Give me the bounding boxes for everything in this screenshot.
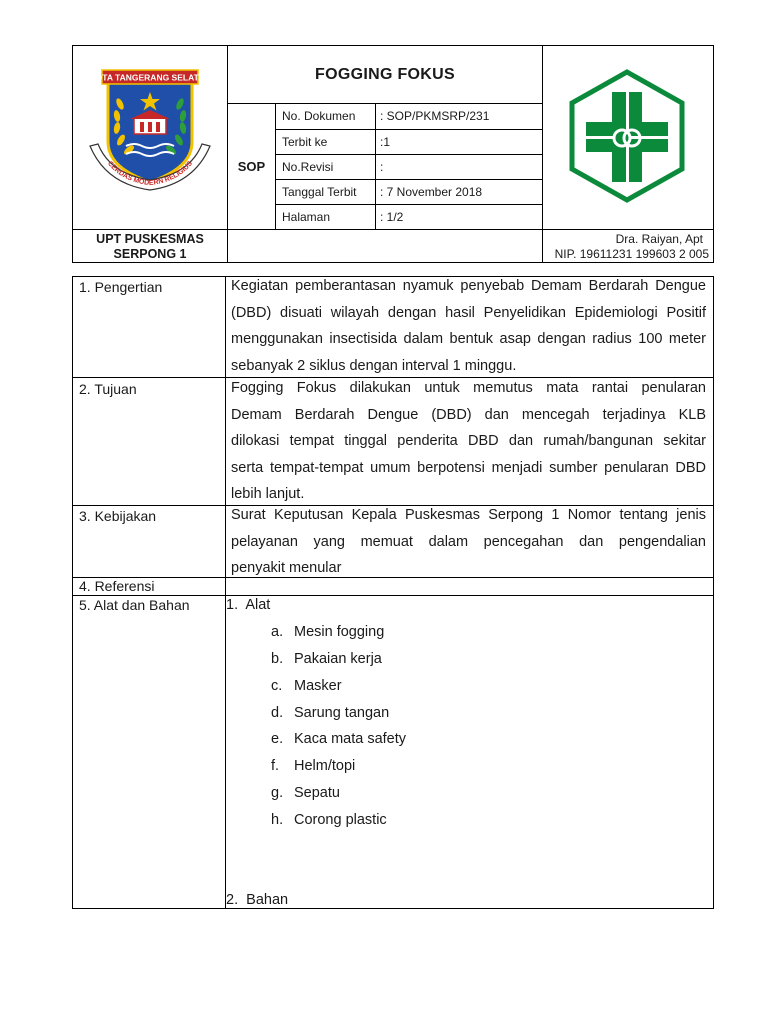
list-item: Helm/topi [294,758,356,774]
list-item: Mesin fogging [294,624,385,640]
signer-name: Dra. Raiyan, Apt [615,232,703,246]
field-value-terbit-ke: :1 [380,135,391,149]
list-item: Masker [294,678,342,694]
field-label-no-dokumen: No. Dokumen [282,109,356,123]
divider [275,204,543,205]
section-label-tujuan: 2. Tujuan [79,381,137,397]
field-label-tanggal-terbit: Tanggal Terbit [282,185,357,199]
alat-title: 1. Alat [226,597,271,613]
list-item: Sepatu [294,785,340,801]
section-label-kebijakan: 3. Kebijakan [79,508,157,524]
bahan-title: 2. Bahan [226,892,289,908]
signer-nip: NIP. 19611231 199603 2 005 [554,247,709,261]
tujuan-text [231,375,706,508]
pengertian-text [231,273,706,379]
field-label-terbit-ke: Terbit ke [282,135,328,149]
divider [275,129,543,130]
org-name-line2: SERPONG 1 [113,247,187,261]
list-marker: e. [271,731,284,747]
divider [275,103,276,229]
list-item: Corong plastic [294,812,387,828]
field-value-halaman: : 1/2 [380,210,404,224]
field-label-halaman: Halaman [282,210,331,224]
section-label-pengertian: 1. Pengertian [79,279,163,295]
list-item: Kaca mata safety [294,731,407,747]
divider [275,154,543,155]
divider [227,103,543,104]
list-marker: h. [271,812,284,828]
city-logo [86,64,214,196]
document-title: FOGGING FOKUS [315,66,455,83]
org-name-line1: UPT PUSKESMAS [96,232,204,246]
list-marker: b. [271,651,284,667]
text-line: menggunakan insectisida dalam bentuk asap dengan radius 100 meter [231,331,706,347]
text-line: lebih lanjut. [231,486,305,502]
section-label-referensi: 4. Referensi [79,578,155,594]
divider [375,103,376,229]
list-item: Pakaian kerja [294,651,382,667]
list-marker: f. [271,758,280,774]
divider [72,229,714,230]
text-line: pelayanan yang memuat dalam pencegahan dan pengendalian [231,533,706,550]
list-marker: d. [271,705,284,721]
text-line: serta tempat-tempat umum berpotensi menjadi sumber penularan DBD [231,459,706,476]
list-marker: c. [271,678,283,694]
text-line: penyakit menular [231,560,342,576]
text-line: Surat Keputusan Kepala Puskesmas Serpong 1 Nomor tentang jenis [231,507,706,523]
field-value-no-revisi: : [380,160,384,174]
divider [275,179,543,180]
field-value-no-dokumen: : SOP/PKMSRP/231 [380,109,490,123]
section-label-alat-bahan: 5. Alat dan Bahan [79,597,190,613]
list-marker: g. [271,785,284,801]
divider [72,595,714,596]
divider [225,276,226,909]
field-label-no-revisi: No.Revisi [282,160,334,174]
sop-label: SOP [237,159,266,174]
logo-motto-text: CERDAS MODERN RELIGIUS [105,160,195,188]
text-line: sebanyak 2 siklus dengan interval 1 minggu. [231,357,517,374]
list-item: Sarung tangan [294,705,390,721]
logo-banner-text: KOTA TANGERANG SELATAN [89,72,211,83]
list-marker: a. [271,624,284,640]
kebijakan-text [231,502,706,582]
text-line: dilokasi tempat tinggal penderita DBD dan rumah/bangunan sekitar [231,433,706,449]
text-line: Demam Berdarah Dengue (DBD) dan mencegah terjadinya KLB [231,406,706,423]
text-line: Kegiatan pemberantasan nyamuk penyebab Demam Berdarah Dengue [231,278,706,294]
field-value-tanggal-terbit: : 7 November 2018 [380,185,483,199]
puskesmas-logo [566,68,688,204]
text-line: Fogging Fokus dilakukan untuk memutus mata rantai penularan [231,380,706,396]
text-line: (DBD) disuati wilayah dengan hasil Penyelidikan Epidemiologi Positif [231,304,706,321]
